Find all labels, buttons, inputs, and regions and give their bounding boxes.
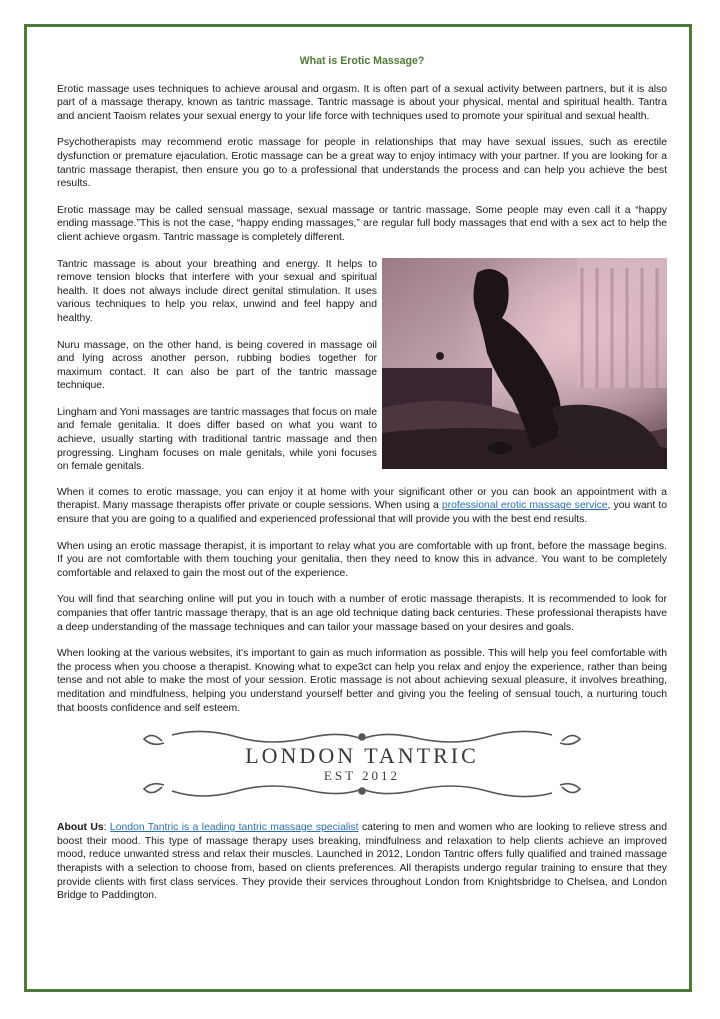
logo-graphic — [142, 729, 582, 799]
paragraph: Erotic massage may be called sensual massage, sexual massage or tantric massage. Some people may even call it a “happy ending massage.”This is not the case, “happy ending massages,” are regular full body massages that end with a sex act to help the client achieve orgasm. Tantric massage is completely different. — [57, 204, 667, 243]
paragraph-text: When it comes to erotic massage, you can enjoy it at home with your significant other or you can book an appointment with a therapist. Many massage therapists offer private or couple sessions. When using a — [57, 486, 667, 512]
paragraph: Nuru massage, on the other hand, is being covered in massage oil and lying across another person, rubbing bodies together for maximum contact. It can also be part of the tantric massage technique. — [57, 339, 377, 392]
about-label: About Us — [57, 822, 104, 834]
paragraph: When looking at the various websites, it's important to gain as much information as possible. This will help you feel comfortable with the process when you choose a therapist. Knowing what to expe3ct can help you relax and enjoy the experience, rather than being tense and not able to make the most of your session. Erotic massage is not about achieving sexual pleasure, it involves breathing, meditation and mindfulness, helping you understand yourself better and giving you the feeling of sensual touch, a nurturing touch that boosts confidence and self esteem. — [57, 648, 667, 714]
text-image-section — [57, 258, 667, 474]
page-border — [24, 24, 692, 992]
paragraph: When using an erotic massage therapist, it is important to relay what you are comfortable with up front, before the massage begins. If you are not comfortable with them touching your genitalia, then they need to know this in advance. You want to be completely comfortable and relaxed to gain the most out of the experience. — [57, 540, 667, 579]
document-title: What is Erotic Massage? — [299, 55, 425, 67]
paragraph-text: , you want to ensure that you are going to a qualified and experienced professional that will provide you with the best end results. — [57, 500, 667, 526]
london-tantric-logo — [142, 729, 582, 799]
about-paragraph — [57, 821, 667, 903]
paragraph: Lingham and Yoni massages are tantric massages that focus on male and female genitalia. It does differ based on what you want to achieve, usually starting with traditional tantric massage and then progressing. Lingham focuses on male genitals, while yoni focuses on female genitals. — [57, 406, 377, 473]
logo-est: EST 2012 — [323, 768, 401, 784]
about-text: catering to men and women who are looking to relieve stress and boost their mood. This type of massage therapy uses breaking, mindfulness and relaxation to help clients achieve an improved mood, reduce unwanted stress and relax their muscles. Launched in 2012, London Tantric offers fully qualified and trained massage therapists with a selection to choose from, based on clients preferences. All therapists undergo regular training to ensure that they provide clients with first class services. They provide their services throughout London from Knightsbridge to Chelsea, and London Bridge to Paddington. — [57, 822, 667, 902]
logo-name: LONDON TANTRIC — [245, 743, 479, 769]
photo-illustration — [382, 258, 667, 469]
about-colon: : — [103, 822, 110, 834]
paragraph: You will find that searching online will put you in touch with a number of erotic massage therapists. It is recommended to look for companies that offer tantric massage therapy, that is an age old technique dating back centuries. These professional therapists have a deep understanding of the massage techniques and can tailor your massage based on your desires and goals. — [57, 594, 667, 633]
document-body — [57, 55, 667, 916]
paragraph — [57, 486, 667, 527]
paragraph: Erotic massage uses techniques to achieve arousal and orgasm. It is often part of a sexual activity between partners, but it is also part of a massage therapy, known as tantric massage. Tantric massage is about your physical, mental and spiritual health. Tantra and ancient Taoism relates your sexual energy to your life force with techniques used to promote your spiritual and sexual health. — [57, 83, 667, 122]
massage-photo — [382, 258, 667, 469]
paragraph: Tantric massage is about your breathing and energy. It helps to remove tension blocks that interfere with your sexual and spiritual health. It does not always include direct genital stimulation. It uses various techniques to help you relax, unwind and feel happy and healthy. — [57, 258, 377, 324]
professional-service-link[interactable]: professional erotic massage service — [441, 500, 608, 512]
paragraph: Psychotherapists may recommend erotic massage for people in relationships that may have sexual issues, such as erectile dysfunction or premature ejaculation. Erotic massage can be a great way to enjoy intimacy with your partner. If you are looking for a tantric massage therapist, then ensure you go to a professional that understands the process and can help you achieve the best results. — [57, 137, 667, 190]
side-text — [57, 258, 377, 474]
london-tantric-link[interactable]: London Tantric is a leading tantric massage specialist — [109, 822, 359, 834]
